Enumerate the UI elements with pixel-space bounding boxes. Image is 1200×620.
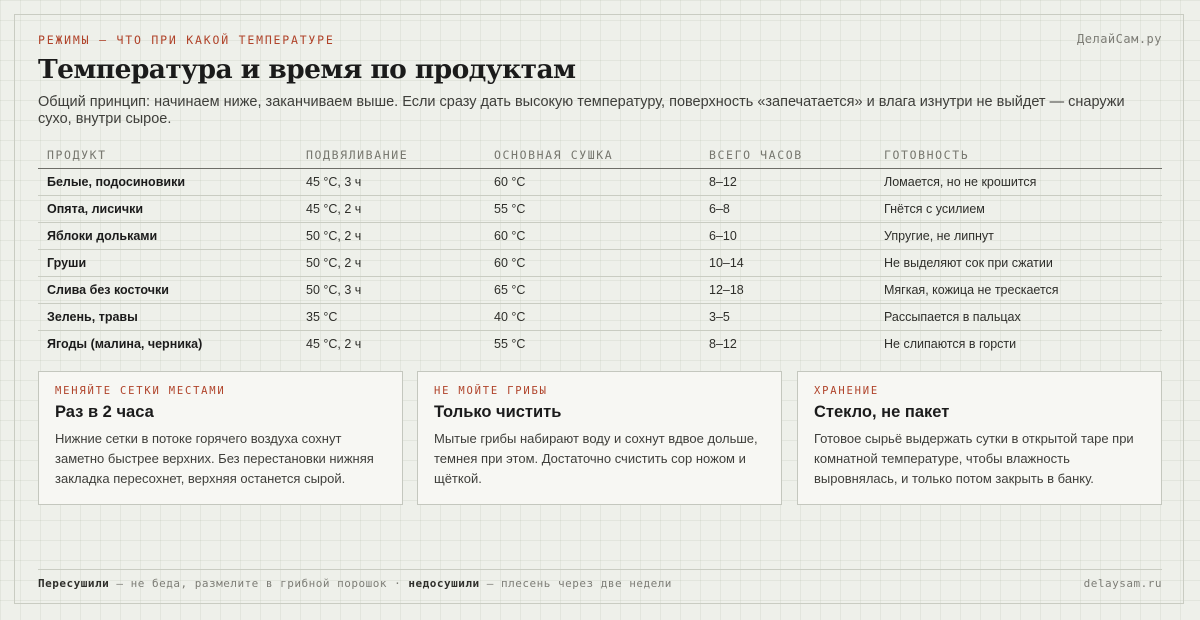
cell-prewilt: 45 °C, 2 ч bbox=[306, 337, 362, 351]
column-header-readiness: ГОТОВНОСТЬ bbox=[875, 142, 1162, 169]
lead-paragraph: Общий принцип: начинаем ниже, заканчиваем выше. Если сразу дать высокую температуру, поверхность «запечатается» и влага изнутри не выйдет — снаружи сухо, внутри сырое. bbox=[38, 94, 1125, 127]
cell-main-drying: 60 °C bbox=[485, 223, 700, 250]
tip-card-mushrooms bbox=[417, 371, 782, 505]
card-title: Раз в 2 часа bbox=[55, 403, 154, 421]
cell-prewilt: 50 °C, 2 ч bbox=[297, 250, 485, 277]
table-header-row bbox=[38, 142, 1162, 169]
cell-total-hours: 6–8 bbox=[700, 196, 875, 223]
cell-readiness: Упругие, не липнут bbox=[875, 223, 1162, 250]
cell-total-hours: 8–12 bbox=[700, 169, 875, 196]
cell-product: Яблоки дольками bbox=[38, 223, 297, 250]
card-text: Мытые грибы набирают воду и сохнут вдвое дольше, темнея при этом. Достаточно счистить сор ножом и щёткой. bbox=[434, 431, 758, 486]
table-row bbox=[38, 304, 1162, 331]
table-row bbox=[38, 169, 1162, 196]
cell-prewilt: 50 °C, 3 ч bbox=[297, 277, 485, 304]
cell-readiness: Мягкая, кожица не трескается bbox=[875, 277, 1162, 304]
cell-main-drying: 60 °C bbox=[485, 250, 700, 277]
cell-readiness: Не выделяют сок при сжатии bbox=[875, 250, 1162, 277]
cell-product: Груши bbox=[38, 250, 297, 277]
card-eyebrow: МЕНЯЙТЕ СЕТКИ МЕСТАМИ bbox=[55, 385, 226, 397]
column-header-product: ПРОДУКТ bbox=[38, 142, 297, 169]
cell-prewilt: 35 °C bbox=[297, 304, 485, 331]
page-title: Температура и время по продуктам bbox=[38, 54, 576, 85]
cell-total-hours: 12–18 bbox=[700, 277, 875, 304]
card-title: Только чистить bbox=[434, 403, 562, 421]
table-row bbox=[38, 223, 1162, 250]
tip-card-swap-trays bbox=[38, 371, 403, 505]
table-row bbox=[38, 196, 1162, 223]
cell-main-drying: 60 °C bbox=[485, 169, 700, 196]
card-eyebrow: НЕ МОЙТЕ ГРИБЫ bbox=[434, 385, 548, 397]
cell-total-hours: 10–14 bbox=[700, 250, 875, 277]
cell-prewilt: 45 °C, 3 ч bbox=[297, 169, 485, 196]
card-text: Нижние сетки в потоке горячего воздуха сохнут заметно быстрее верхних. Без перестановки нижняя закладка пересохнет, верхняя останется сырой. bbox=[55, 431, 374, 486]
card-eyebrow: ХРАНЕНИЕ bbox=[814, 385, 879, 397]
footer-emphasis-underdried: недосушили bbox=[408, 577, 480, 590]
cell-total-hours: 6–10 bbox=[700, 223, 875, 250]
table-row bbox=[38, 331, 1162, 358]
cell-prewilt: 50 °C, 2 ч bbox=[297, 223, 485, 250]
footer-text-2: — плесень через две недели bbox=[479, 577, 672, 590]
cell-readiness: Гнётся с усилием bbox=[875, 196, 1162, 223]
cell-total-hours: 3–5 bbox=[700, 304, 875, 331]
tip-card-storage bbox=[797, 371, 1162, 505]
site-name[interactable]: ДелайСам.ру bbox=[1077, 32, 1162, 46]
cell-readiness: Ломается, но не крошится bbox=[875, 169, 1162, 196]
table-row bbox=[38, 277, 1162, 304]
cell-main-drying: 55 °C bbox=[494, 337, 526, 351]
cell-readiness: Не слипаются в горсти bbox=[884, 337, 1017, 351]
cell-main-drying: 65 °C bbox=[485, 277, 700, 304]
cell-total-hours: 8–12 bbox=[709, 337, 737, 351]
drying-table bbox=[38, 142, 1162, 357]
cell-product: Слива без косточки bbox=[38, 277, 297, 304]
table-row bbox=[38, 250, 1162, 277]
column-header-main-drying: ОСНОВНАЯ СУШКА bbox=[485, 142, 700, 169]
cell-product: Опята, лисички bbox=[38, 196, 297, 223]
cell-prewilt: 45 °C, 2 ч bbox=[297, 196, 485, 223]
column-header-prewilt: ПОДВЯЛИВАНИЕ bbox=[297, 142, 485, 169]
footer-note bbox=[38, 577, 672, 590]
footer-divider bbox=[38, 569, 1162, 570]
cell-product: Ягоды (малина, черника) bbox=[47, 337, 203, 351]
footer-text-1: — не беда, размелите в грибной порошок · bbox=[109, 577, 409, 590]
cell-main-drying: 40 °C bbox=[485, 304, 700, 331]
footer-site-link[interactable]: delaysam.ru bbox=[1083, 577, 1162, 590]
cell-product: Белые, подосиновики bbox=[38, 169, 297, 196]
footer-emphasis-oversdried: Пересушили bbox=[38, 577, 110, 590]
card-text: Готовое сырьё выдержать сутки в открытой таре при комнатной температуре, чтобы влажность выровнялась, и только потом закрыть в банку. bbox=[814, 431, 1134, 486]
section-eyebrow: РЕЖИМЫ — ЧТО ПРИ КАКОЙ ТЕМПЕРАТУРЕ bbox=[38, 33, 335, 47]
column-header-total-hours: ВСЕГО ЧАСОВ bbox=[700, 142, 875, 169]
card-title: Стекло, не пакет bbox=[814, 403, 950, 421]
cell-main-drying: 55 °C bbox=[485, 196, 700, 223]
cell-readiness: Рассыпается в пальцах bbox=[875, 304, 1162, 331]
cell-product: Зелень, травы bbox=[38, 304, 297, 331]
